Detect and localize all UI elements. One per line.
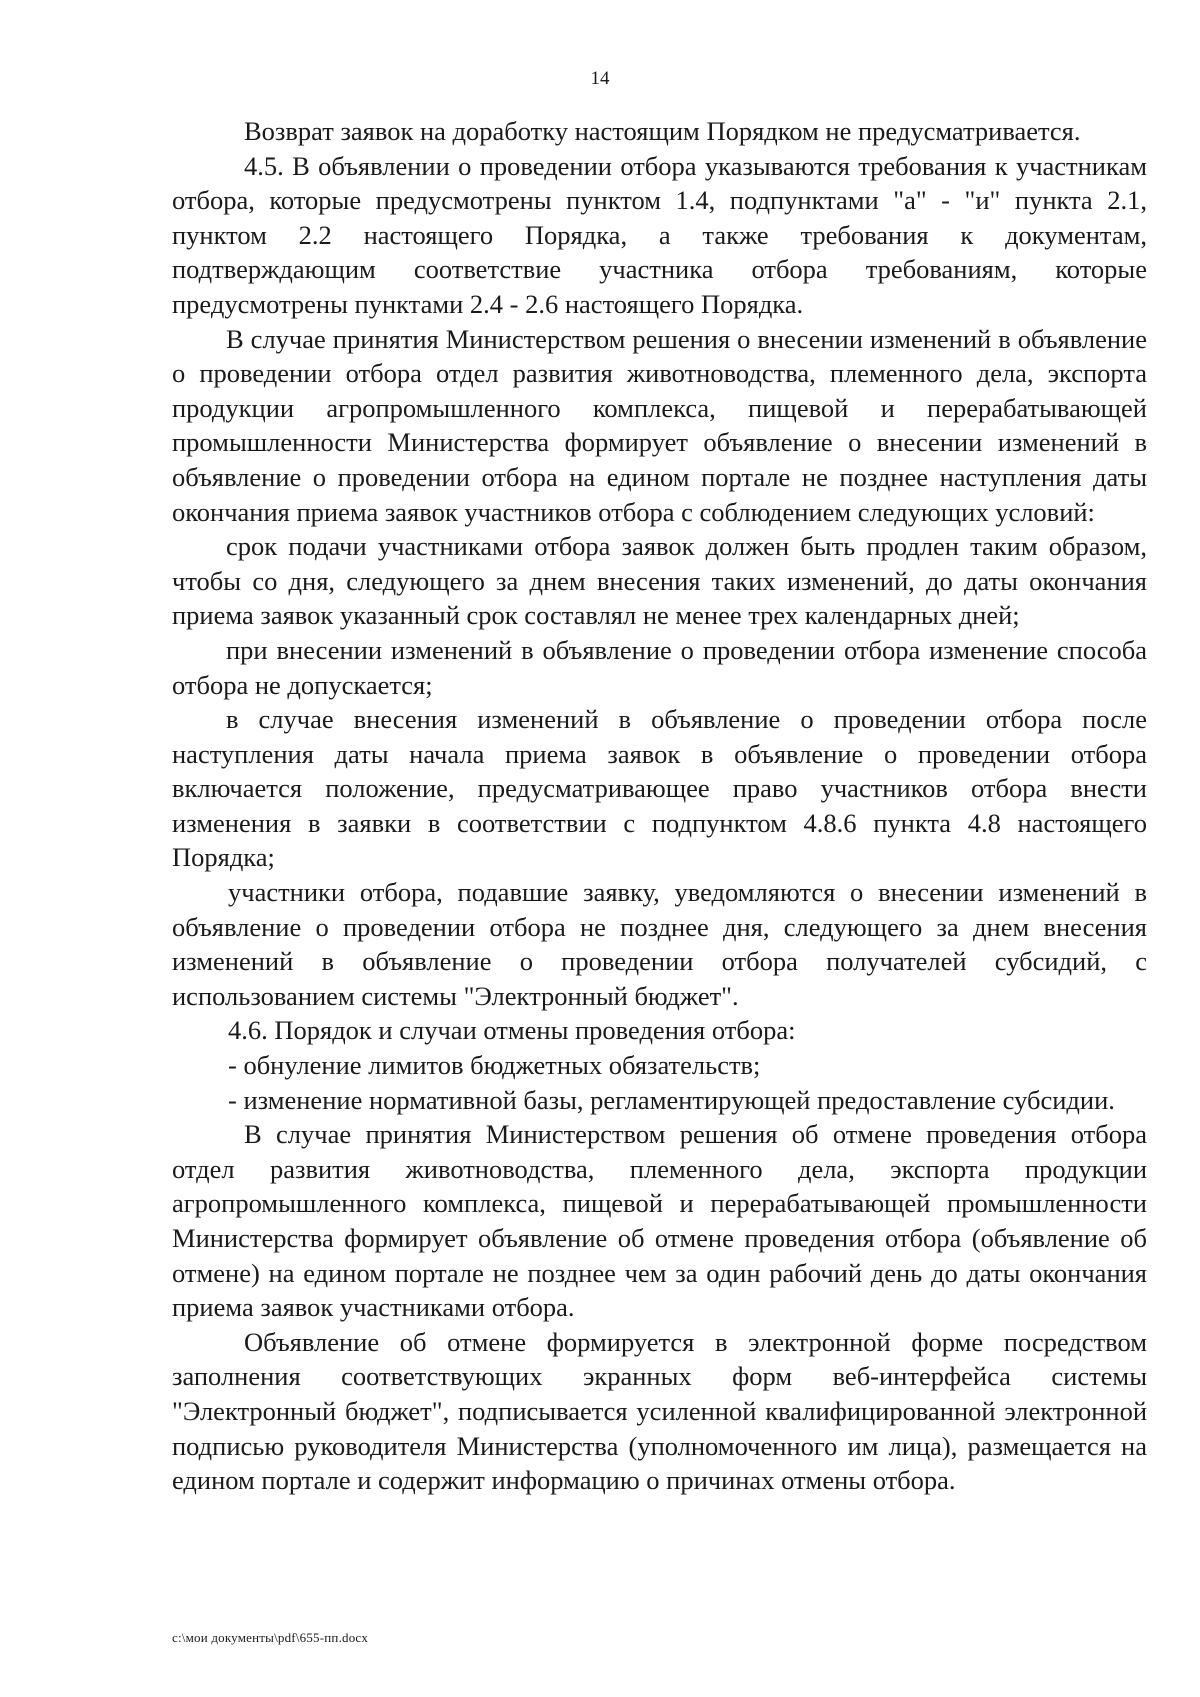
paragraph-condition-method-unchanged: при внесении изменений в объявление о проведении отбора изменение способа отбора не допускается; <box>172 634 1147 700</box>
footer-file-path: c:\мои документы\pdf\655-пп.docx <box>172 1630 369 1645</box>
page-number: 14 <box>590 68 610 89</box>
paragraph-condition-deadline-extension: срок подачи участниками отбора заявок должен быть продлен таким образом, чтобы со дня, следующего за днем внесения таких изменений, до даты окончания приема заявок указанный срок составлял не менее трех календарных дней; <box>172 531 1147 631</box>
document-body <box>172 114 1147 1498</box>
paragraph-cancellation-form: Объявление об отмене формируется в электронной форме посредством заполнения соответствующих экранных форм веб-интерфейса системы "Электронный бюджет", подписывается усиленной квалифицированной электронной подписью руководителя Министерства (уполномоченного им лица), размещается на едином портале и содержит информацию о причинах отмены отбора. <box>172 1326 1147 1496</box>
paragraph-condition-amend-applications: в случае внесения изменений в объявление о проведении отбора после наступления даты начала приема заявок в объявление о проведении отбора включается положение, предусматривающее право участников отбора внести изменения в заявки в соответствии с подпунктом 4.8.6 пункта 4.8 настоящего Порядка; <box>172 704 1147 873</box>
list-item-budget-limits: - обнуление лимитов бюджетных обязательств; <box>228 1050 761 1081</box>
paragraph-announcement-changes: В случае принятия Министерством решения о внесении изменений в объявление о проведении отбора отдел развития животноводства, племенного дела, экспорта продукции агропромышленного комплекса, пищевой и перерабатывающей промышленности Министерства формирует объявление о внесении изменений в объявление о проведении отбора на едином портале не позднее наступления даты окончания приема заявок участников отбора с соблюдением следующих условий: <box>172 323 1147 527</box>
paragraph-4-5-announcement-requirements: 4.5. В объявлении о проведении отбора указываются требования к участникам отбора, которые предусмотрены пунктом 1.4, подпунктами "а" - "и" пункта 2.1, пунктом 2.2 настоящего Порядка, а также требования к документам, подтверждающим соответствие участника отбора требованиям, которые предусмотрены пунктами 2.4 - 2.6 настоящего Порядка. <box>172 150 1147 319</box>
paragraph-condition-notify-participants: участники отбора, подавшие заявку, уведомляются о внесении изменений в объявление о проведении отбора не позднее дня, следующего за днем внесения изменений в объявление о проведении отбора получателей субсидий, с использованием системы "Электронный бюджет". <box>172 877 1147 1011</box>
paragraph-return-of-applications: Возврат заявок на доработку настоящим Порядком не предусматривается. <box>244 116 1081 146</box>
paragraph-4-6-cancellation-procedure: 4.6. Порядок и случаи отмены проведения отбора: <box>228 1015 796 1046</box>
paragraph-cancellation-announcement: В случае принятия Министерством решения об отмене проведения отбора отдел развития животноводства, племенного дела, экспорта продукции агропромышленного комплекса, пищевой и перерабатывающей промышленности Министерства формирует объявление об отмене проведения отбора (объявление об отмене) на едином портале не позднее чем за один рабочий день до даты окончания приема заявок участниками отбора. <box>172 1119 1147 1323</box>
list-item-regulatory-change: - изменение нормативной базы, регламентирующей предоставление субсидии. <box>228 1084 1115 1115</box>
